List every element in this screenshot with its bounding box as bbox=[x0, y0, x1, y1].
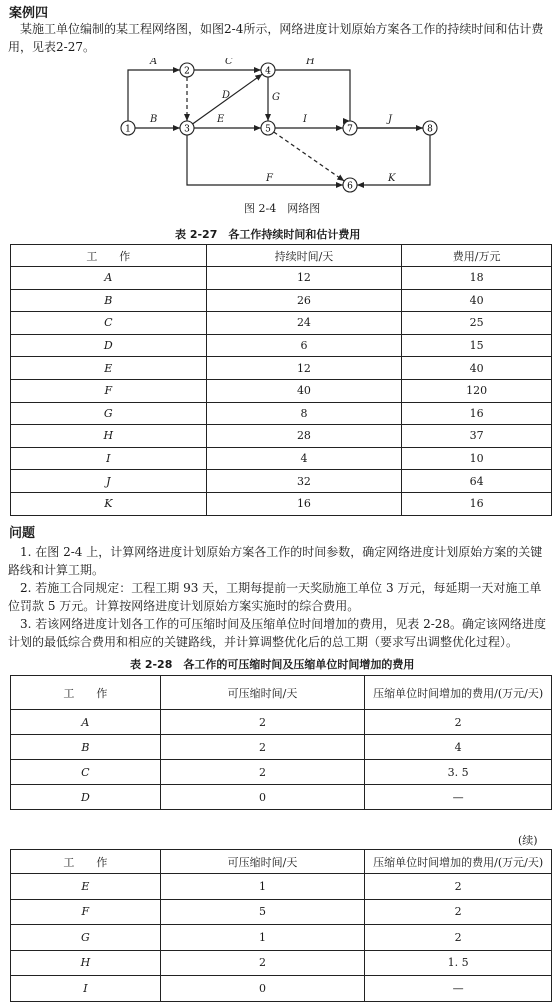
table-row bbox=[11, 312, 552, 335]
table-row bbox=[11, 492, 552, 515]
table-row bbox=[11, 925, 552, 951]
header-work: 工 作 bbox=[11, 850, 161, 874]
activity-label: D bbox=[222, 90, 231, 101]
node-number: 8 bbox=[427, 124, 433, 135]
work-cell: D bbox=[11, 334, 207, 357]
value-cell: 10 bbox=[402, 447, 552, 470]
value-cell: 2 bbox=[365, 925, 552, 951]
value-cell: 25 bbox=[402, 312, 552, 335]
node-number: 3 bbox=[184, 124, 190, 135]
value-cell: 2 bbox=[160, 760, 365, 785]
work-cell: B bbox=[11, 289, 207, 312]
value-cell: 28 bbox=[206, 425, 402, 448]
work-cell: C bbox=[11, 760, 161, 785]
activity-label: B bbox=[150, 114, 158, 125]
table-row bbox=[11, 402, 552, 425]
value-cell: 2 bbox=[365, 874, 552, 900]
node-number: 5 bbox=[265, 124, 271, 135]
value-cell: 4 bbox=[206, 447, 402, 470]
table-row bbox=[11, 760, 552, 785]
table-2-27-caption: 表 2-27 各工作持续时间和估计费用 bbox=[175, 228, 361, 241]
work-cell: F bbox=[11, 379, 207, 402]
value-cell: 4 bbox=[365, 735, 552, 760]
value-cell: 2 bbox=[365, 710, 552, 735]
table-row bbox=[11, 950, 552, 976]
work-cell: I bbox=[11, 976, 161, 1002]
value-cell: 3. 5 bbox=[365, 760, 552, 785]
table-row bbox=[11, 976, 552, 1002]
table-row bbox=[11, 899, 552, 925]
value-cell: — bbox=[365, 785, 552, 810]
value-cell: 16 bbox=[402, 492, 552, 515]
value-cell: 16 bbox=[402, 402, 552, 425]
table-2-27 bbox=[10, 244, 552, 516]
case-title: 案例四 bbox=[9, 6, 49, 21]
header-work: 工 作 bbox=[11, 245, 207, 267]
activity-label: A bbox=[150, 58, 158, 67]
activity-label: E bbox=[217, 114, 225, 125]
value-cell: 2 bbox=[160, 710, 365, 735]
value-cell: 64 bbox=[402, 470, 552, 493]
node-number: 4 bbox=[265, 66, 271, 77]
work-cell: F bbox=[11, 899, 161, 925]
value-cell: 40 bbox=[402, 289, 552, 312]
activity-label: H bbox=[306, 58, 315, 67]
table-row bbox=[11, 425, 552, 448]
value-cell: 40 bbox=[206, 379, 402, 402]
header-work: 工 作 bbox=[11, 676, 161, 710]
value-cell: 8 bbox=[206, 402, 402, 425]
activity-label: G bbox=[272, 92, 280, 103]
value-cell: 2 bbox=[365, 899, 552, 925]
activity-label: C bbox=[225, 58, 233, 67]
work-cell: H bbox=[11, 425, 207, 448]
value-cell: 1. 5 bbox=[365, 950, 552, 976]
work-cell: B bbox=[11, 735, 161, 760]
value-cell: 40 bbox=[402, 357, 552, 380]
activity-label: I bbox=[303, 114, 307, 125]
table-2-28-continued bbox=[10, 849, 552, 1002]
table-row bbox=[11, 470, 552, 493]
value-cell: 16 bbox=[206, 492, 402, 515]
value-cell: 2 bbox=[160, 950, 365, 976]
work-cell: G bbox=[11, 402, 207, 425]
work-cell: A bbox=[11, 710, 161, 735]
value-cell: 37 bbox=[402, 425, 552, 448]
intro-paragraph: 某施工单位编制的某工程网络图，如图2-4所示，网络进度计划原始方案各工作的持续时间和估计费用，见表2-27。 bbox=[8, 22, 544, 54]
header-compressible-time: 可压缩时间/天 bbox=[160, 850, 365, 874]
table-row bbox=[11, 710, 552, 735]
table-row bbox=[11, 735, 552, 760]
value-cell: 26 bbox=[206, 289, 402, 312]
network-diagram bbox=[110, 58, 450, 200]
value-cell: 12 bbox=[206, 357, 402, 380]
work-cell: C bbox=[11, 312, 207, 335]
value-cell: 0 bbox=[160, 976, 365, 1002]
work-cell: A bbox=[11, 267, 207, 290]
value-cell: 1 bbox=[160, 874, 365, 900]
question-1: 1. 在图 2-4 上，计算网络进度计划原始方案各工作的时间参数，确定网络进度计划原始方案的关键路线和计算工期。 bbox=[8, 545, 543, 577]
node-number: 7 bbox=[347, 124, 353, 135]
value-cell: 12 bbox=[206, 267, 402, 290]
table-row bbox=[11, 289, 552, 312]
header-cost-per-day: 压缩单位时间增加的费用/(万元/天) bbox=[365, 850, 552, 874]
header-cost-per-day: 压缩单位时间增加的费用/(万元/天) bbox=[365, 676, 552, 710]
table-row bbox=[11, 447, 552, 470]
work-cell: G bbox=[11, 925, 161, 951]
activity-arrow-h bbox=[275, 70, 350, 121]
work-cell: I bbox=[11, 447, 207, 470]
value-cell: 5 bbox=[160, 899, 365, 925]
activity-label: J bbox=[388, 114, 393, 125]
table-2-28 bbox=[10, 675, 552, 810]
value-cell: 120 bbox=[402, 379, 552, 402]
table-row bbox=[11, 874, 552, 900]
value-cell: 2 bbox=[160, 735, 365, 760]
table-row bbox=[11, 334, 552, 357]
table-row bbox=[11, 267, 552, 290]
activity-arrow-f bbox=[187, 135, 343, 185]
header-compressible-time: 可压缩时间/天 bbox=[160, 676, 365, 710]
header-duration: 持续时间/天 bbox=[206, 245, 402, 267]
continued-label: (续) bbox=[518, 834, 538, 847]
table-2-28-caption: 表 2-28 各工作的可压缩时间及压缩单位时间增加的费用 bbox=[130, 658, 415, 671]
value-cell: — bbox=[365, 976, 552, 1002]
question-2: 2. 若施工合同规定：工程工期 93 天，工期每提前一天奖励施工单位 3 万元，每延期一天对施工单位罚款 5 万元。计算按网络进度计划原始方案实施时的综合费用。 bbox=[8, 581, 542, 613]
node-number: 2 bbox=[184, 66, 190, 77]
value-cell: 0 bbox=[160, 785, 365, 810]
figure-caption: 图 2-4 网络图 bbox=[244, 202, 321, 215]
dummy-arrow bbox=[274, 132, 345, 181]
value-cell: 1 bbox=[160, 925, 365, 951]
question-3: 3. 若该网络进度计划各工作的可压缩时间及压缩单位时间增加的费用，见表 2-28。确定该网络进度计划的最低综合费用和相应的关键路线，并计算调整优化后的总工期（要求写出调整优化过程）。 bbox=[8, 617, 547, 649]
value-cell: 24 bbox=[206, 312, 402, 335]
activity-label: K bbox=[388, 173, 396, 184]
value-cell: 15 bbox=[402, 334, 552, 357]
work-cell: H bbox=[11, 950, 161, 976]
work-cell: D bbox=[11, 785, 161, 810]
work-cell: K bbox=[11, 492, 207, 515]
value-cell: 32 bbox=[206, 470, 402, 493]
table-row bbox=[11, 379, 552, 402]
questions-title: 问题 bbox=[9, 526, 36, 541]
work-cell: J bbox=[11, 470, 207, 493]
header-cost: 费用/万元 bbox=[402, 245, 552, 267]
value-cell: 6 bbox=[206, 334, 402, 357]
node-number: 6 bbox=[347, 181, 353, 192]
value-cell: 18 bbox=[402, 267, 552, 290]
table-row bbox=[11, 357, 552, 380]
table-row bbox=[11, 785, 552, 810]
work-cell: E bbox=[11, 357, 207, 380]
work-cell: E bbox=[11, 874, 161, 900]
activity-label: F bbox=[266, 173, 273, 184]
node-number: 1 bbox=[125, 124, 131, 135]
